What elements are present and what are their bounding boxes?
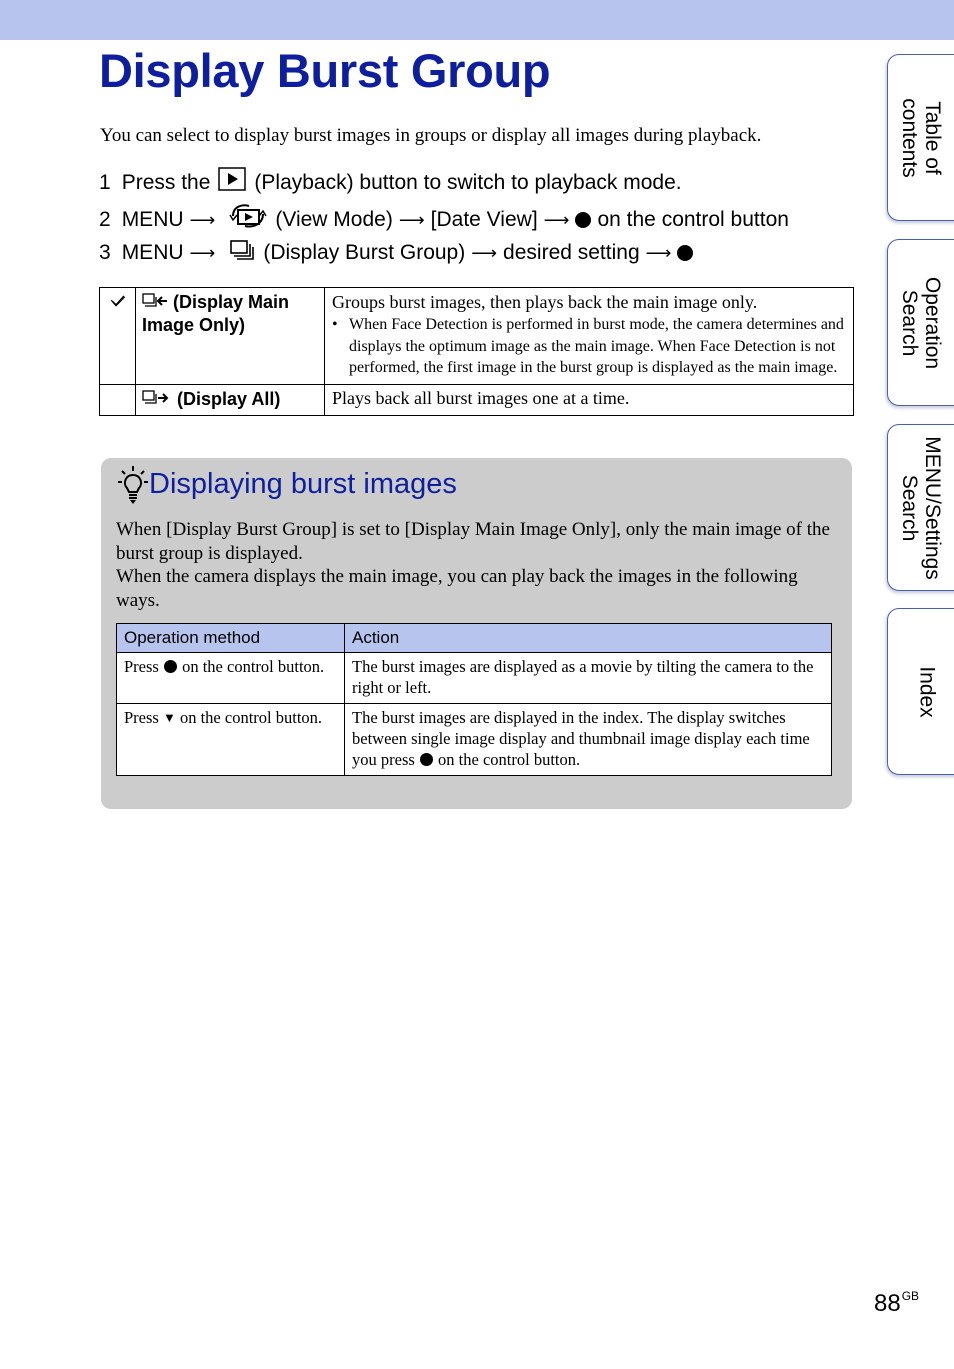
tab-label [898,276,944,368]
option-name [136,288,325,385]
options-table [99,287,854,416]
view-mode-icon [229,202,267,237]
tab-menu-settings-search[interactable] [887,424,954,591]
action-cell: The burst images are displayed as a movie by tilting the camera to the right or left. [345,653,832,704]
tab-label-line: Operation [921,276,944,369]
right-arrow-icon: ⟶ [189,209,216,230]
step-3 [99,237,699,268]
tab-label-line: Search [898,474,921,541]
option-label: (Display Main Image Only) [142,292,290,335]
center-button-icon [420,753,433,766]
action-text: on the control button. [438,750,581,769]
right-arrow-icon: ⟶ [645,242,672,263]
display-all-icon [142,389,177,409]
hint-paragraph: When [Display Burst Group] is set to [Display Main Image Only], only the main image of the burst group is displayed. [116,519,830,564]
hint-box [101,458,852,809]
tab-index[interactable] [887,608,954,775]
tab-label [898,436,944,580]
table-row [100,288,854,385]
step-1 [99,167,682,198]
check-icon [110,295,126,312]
bullet-item: • When Face Detection is performed in burst mode, the camera determines and displays the optimum image as the main image. When Face Detection is not performed, the first image in the burst group is displayed as the main image. [332,314,846,379]
option-summary: Groups burst images, then plays back the main image only. [332,292,758,312]
step-number: 3 [99,240,111,264]
burst-group-icon [229,237,255,268]
action-text: The burst images are displayed in the index. The display switches between single image display and thumbnail image display each time you press [352,708,810,769]
tab-label-line: Index [915,665,939,718]
step-text: Press the [121,170,211,194]
operations-table [116,623,832,776]
column-header: Action [345,624,832,653]
method-cell [117,653,345,704]
bullet-text: When Face Detection is performed in burst mode, the camera determines and displays the optimum image as the main image. When Face Detection is not performed, the first image in the burst group is displayed as the main image. [349,316,844,376]
tab-label-line: contents [898,97,921,178]
hint-title: Displaying burst images [149,468,457,500]
option-description: Plays back all burst images one at a time. [325,384,854,415]
top-banner [0,0,954,40]
right-arrow-icon: ⟶ [189,242,216,263]
tab-label-line: MENU/Settings [921,435,944,580]
step-number: 1 [99,170,111,194]
step-text: [Date View] [430,207,538,231]
step-text: (Playback) button to switch to playback mode. [254,170,682,194]
hint-paragraph: When the camera displays the main image, you can play back the images in the following ways. [116,566,798,611]
bulb-icon [117,464,149,509]
step-text: desired setting [503,240,640,264]
action-cell [345,704,832,776]
method-text: on the control button. [179,708,323,727]
tab-table-of-contents[interactable] [887,54,954,221]
tab-label [916,666,939,717]
tab-label-line: Search [898,289,921,356]
method-text: Press [124,657,159,676]
option-label: (Display All) [177,388,281,409]
table-row [117,653,832,704]
intro-text: You can select to display burst images in groups or display all images during playback. [100,125,762,146]
right-arrow-icon: ⟶ [543,209,570,230]
column-header: Operation method [117,624,345,653]
playback-icon [218,167,246,198]
check-cell [100,384,136,415]
tab-label-line: Table of [921,100,944,175]
right-arrow-icon: ⟶ [471,242,498,263]
step-text: on the control button [597,207,789,231]
menu-label: MENU [121,240,184,264]
center-button-icon [677,245,693,261]
option-description [325,288,854,385]
table-row [100,384,854,415]
table-header-row [117,624,832,653]
check-cell [100,288,136,385]
menu-label: MENU [121,207,184,231]
center-button-icon [164,660,177,673]
page-number-value: 88 [874,1290,901,1317]
display-main-image-icon [142,292,173,312]
down-triangle-icon: ▼ [162,710,176,725]
step-text: (Display Burst Group) [263,240,466,264]
center-button-icon [575,212,591,228]
method-text: Press [124,708,159,727]
hint-text [116,518,836,612]
right-arrow-icon: ⟶ [398,209,425,230]
method-text: on the control button. [182,657,325,676]
option-name [136,384,325,415]
step-2 [99,202,789,237]
page-number-suffix: GB [901,1289,920,1303]
page-number [874,1289,919,1318]
step-text: (View Mode) [275,207,393,231]
step-number: 2 [99,207,111,231]
tab-label [898,98,944,177]
method-cell [117,704,345,776]
tab-operation-search[interactable] [887,239,954,406]
page-title: Display Burst Group [99,44,551,97]
table-row [117,704,832,776]
